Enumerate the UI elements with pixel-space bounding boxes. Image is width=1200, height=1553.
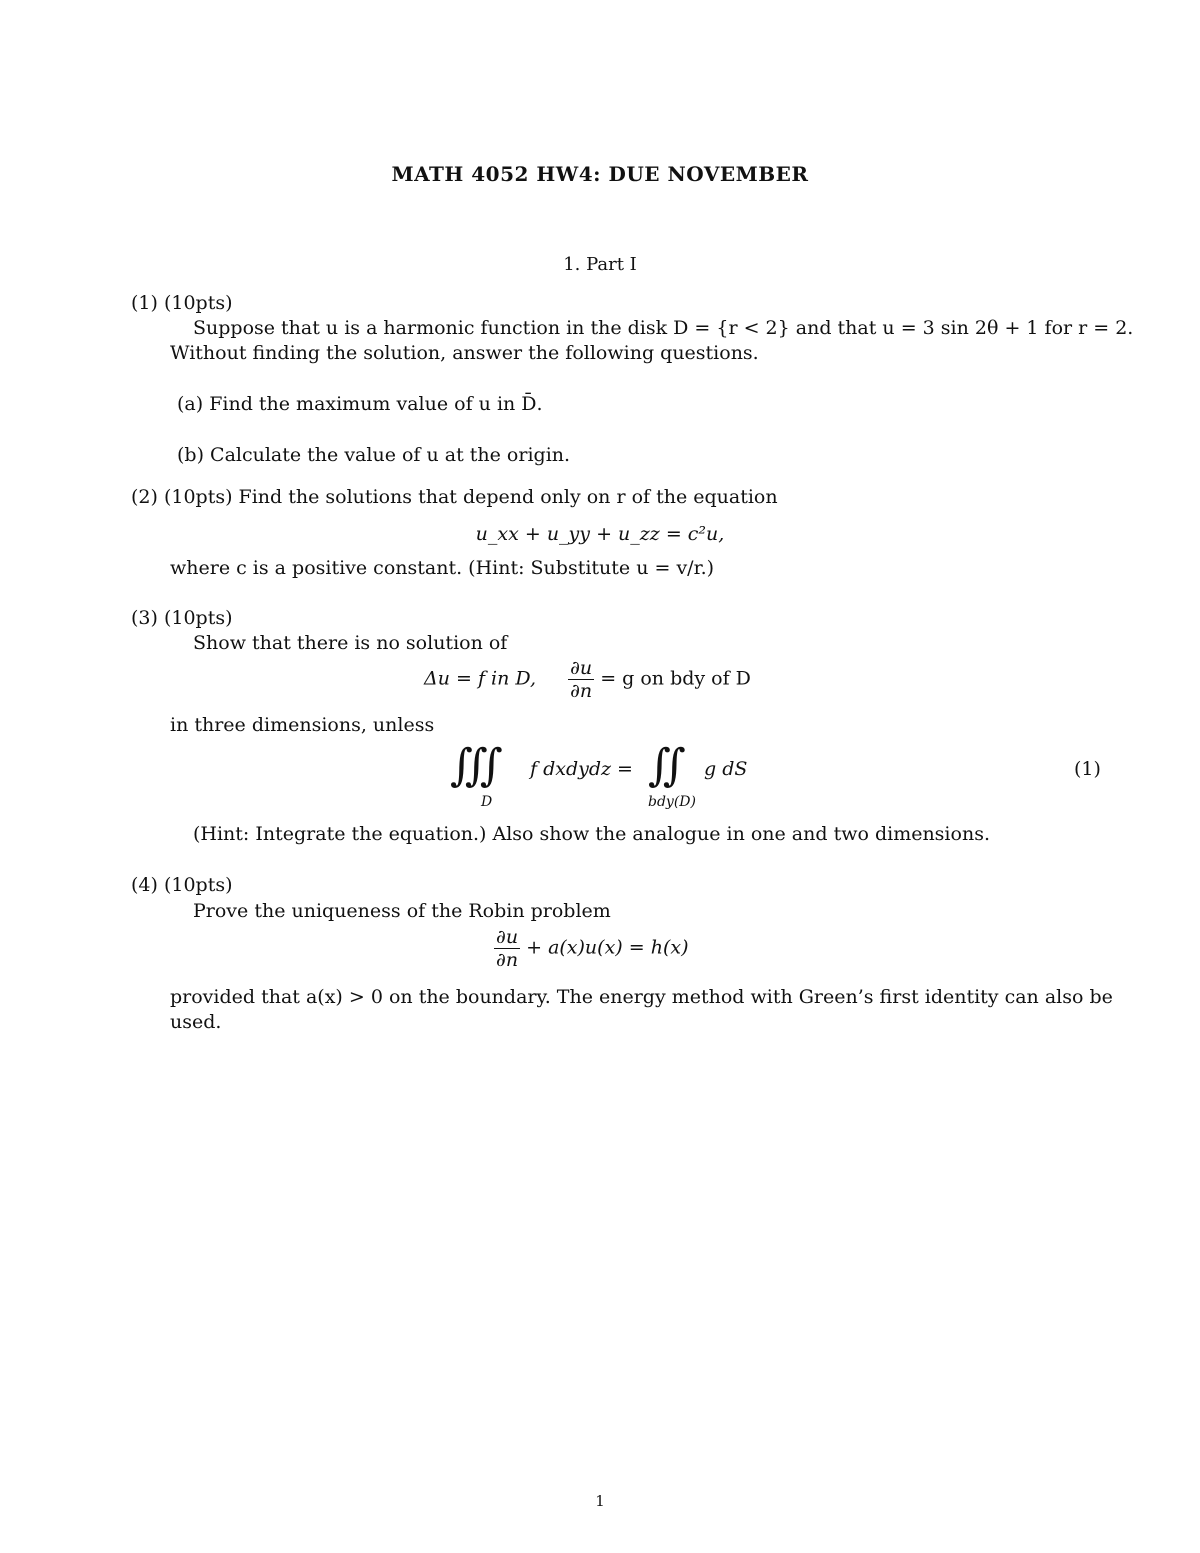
problem-2-equation: u_xx + u_yy + u_zz = c²u,: [475, 523, 725, 545]
triple-integral-sign: ∫∫∫: [450, 740, 495, 791]
integrand-right: g dS: [704, 758, 748, 780]
problem-3-text-2: in three dimensions, unless: [170, 714, 435, 736]
problem-1b: (b) Calculate the value of u at the origin.: [177, 444, 571, 466]
partial-fraction: [568, 657, 594, 702]
problem-1-text-2: Without finding the solution, answer the following questions.: [170, 342, 759, 364]
robin-equation: [494, 926, 689, 971]
eq-right: = g on bdy of D: [600, 667, 751, 690]
robin-fraction: [494, 926, 520, 971]
equation-number: (1): [1074, 758, 1101, 780]
problem-4-label: (4) (10pts): [131, 874, 233, 896]
section-heading: 1. Part I: [563, 254, 637, 275]
robin-frac-num: ∂u: [496, 926, 519, 948]
problem-3-text: Show that there is no solution of: [193, 632, 508, 654]
problem-1a: (a) Find the maximum value of u in D̄.: [177, 393, 543, 415]
robin-rest: + a(x)u(x) = h(x): [526, 936, 689, 959]
problem-3-label: (3) (10pts): [131, 607, 233, 629]
double-integral-sign: ∫∫: [648, 740, 678, 791]
problem-4-text: Prove the uniqueness of the Robin problem: [193, 900, 611, 922]
integral-sub-d: D: [481, 794, 493, 810]
integrand-left: f dxdydz =: [530, 758, 633, 780]
page-title: MATH 4052 HW4: DUE NOVEMBER: [391, 162, 809, 186]
frac-den: ∂n: [570, 680, 593, 702]
eq-left: Δu = f in D,: [424, 667, 536, 690]
problem-4-text-3: used.: [170, 1011, 222, 1033]
page-number: 1: [595, 1492, 605, 1510]
problem-1-text: Suppose that u is a harmonic function in the disk D = {r < 2} and that u = 3 sin 2θ + 1 for r = 2.: [193, 317, 1134, 339]
problem-3-equation: [424, 657, 751, 702]
problem-4-text-2: provided that a(x) > 0 on the boundary. The energy method with Green’s first identity can also be: [170, 986, 1113, 1008]
frac-num: ∂u: [570, 657, 593, 679]
robin-frac-den: ∂n: [496, 949, 519, 971]
problem-2-label: (2) (10pts) Find the solutions that depend only on r of the equation: [131, 486, 778, 508]
integral-sub-bdy: bdy(D): [648, 794, 696, 810]
problem-3-hint: (Hint: Integrate the equation.) Also show the analogue in one and two dimensions.: [193, 823, 990, 845]
problem-1-label: (1) (10pts): [131, 292, 233, 314]
problem-2-after: where c is a positive constant. (Hint: Substitute u = v/r.): [170, 557, 715, 579]
